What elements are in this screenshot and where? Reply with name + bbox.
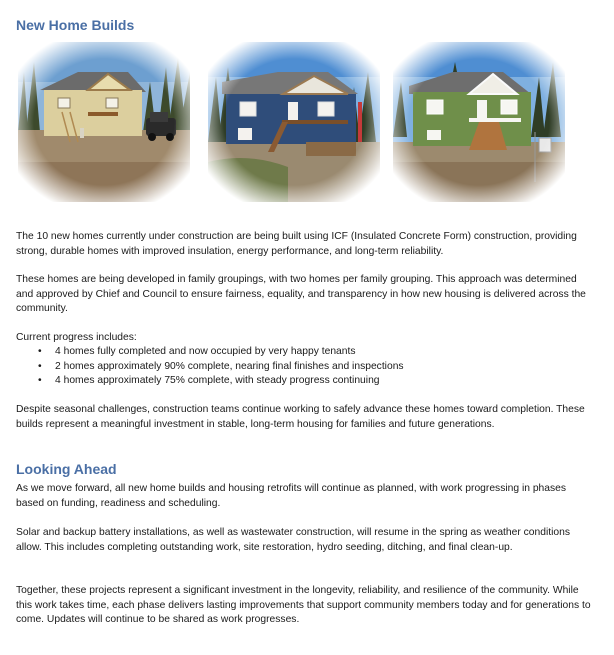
bullet-glyph: • (38, 360, 42, 372)
paragraph-icf-construction: The 10 new homes currently under construction are being built using ICF (Insulated Concrete Form) construction, providing strong, durable homes with improved insulation, energy performance, and long-term reliability. (16, 231, 577, 257)
paragraph-investment: Together, these projects represent a significant investment in the longevity, reliability, and resilience of the community. While this work takes time, each phase delivers lasting improvements that support community members today and for generations to come. Updates will continue to be shared as work progresses. (16, 585, 591, 626)
bullet-glyph: • (38, 375, 42, 387)
house-photo-green (393, 42, 565, 202)
list-item-text: 4 homes fully completed and now occupied by very happy tenants (55, 346, 356, 357)
progress-list (38, 345, 404, 389)
list-item (38, 345, 404, 360)
list-item (38, 360, 404, 375)
list-item-text: 2 homes approximately 90% complete, nearing final finishes and inspections (55, 360, 404, 372)
house-photo-beige (18, 42, 190, 202)
section-heading-new-home-builds: New Home Builds (16, 17, 135, 33)
photo-strip (18, 42, 570, 206)
paragraph-family-groupings: These homes are being developed in family groupings, with two homes per family grouping. This approach was determined and approved by Chief and Council to ensure fairness, equality, and transparency in how new housing is delivered across the community. (16, 274, 586, 315)
list-item-text: 4 homes approximately 75% complete, with steady progress continuing (55, 375, 380, 387)
progress-intro: Current progress includes: (16, 332, 137, 343)
house-photo-blue (208, 42, 380, 202)
paragraph-seasonal-challenges: Despite seasonal challenges, construction teams continue working to safely advance these homes toward completion. These builds represent a meaningful investment in stable, long-term housing for families and future generations. (16, 404, 585, 430)
paragraph-moving-forward: As we move forward, all new home builds and housing retrofits will continue as planned, with work progressing in phases based on funding, readiness and scheduling. (16, 483, 567, 509)
bullet-glyph: • (38, 346, 42, 357)
list-item (38, 374, 404, 389)
section-heading-looking-ahead: Looking Ahead (16, 461, 117, 477)
paragraph-solar-wastewater: Solar and backup battery installations, as well as wastewater construction, will resume in the spring as weather conditions allow. This includes completing outstanding work, site restoration, hydro seeding, ditching, and final clean-up. (16, 527, 571, 553)
